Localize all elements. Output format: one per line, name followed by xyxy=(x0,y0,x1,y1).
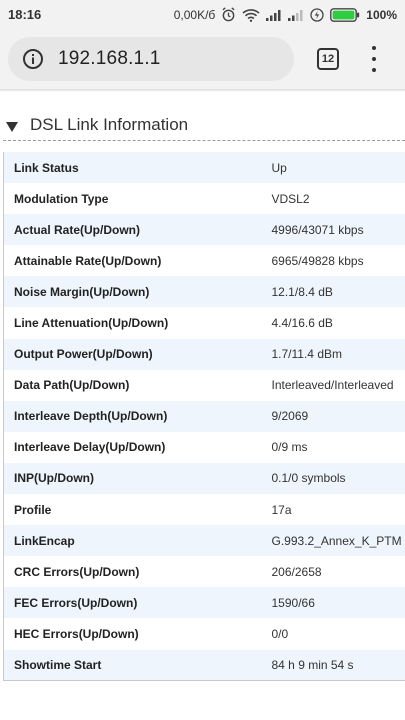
charging-icon xyxy=(310,8,324,22)
row-value: 0/0 xyxy=(271,626,289,641)
row-label: LinkEncap xyxy=(14,533,75,548)
row-label: HEC Errors(Up/Down) xyxy=(14,626,139,641)
row-value: 206/2658 xyxy=(271,564,322,579)
table-row xyxy=(4,245,405,276)
network-speed: 0,00K/б xyxy=(173,7,216,22)
dsl-info-table xyxy=(3,152,405,681)
row-label: Attainable Rate(Up/Down) xyxy=(14,253,162,268)
row-value: 4.4/16.6 dB xyxy=(271,316,333,331)
address-bar[interactable] xyxy=(8,37,294,81)
table-row xyxy=(4,276,405,307)
row-value: 1590/66 xyxy=(271,595,315,610)
signal-icon xyxy=(266,9,282,21)
row-label: Data Path(Up/Down) xyxy=(14,378,130,393)
table-row xyxy=(4,556,405,587)
table-row xyxy=(4,525,405,556)
row-value: Interleaved/Interleaved xyxy=(271,378,394,393)
row-value: VDSL2 xyxy=(271,191,310,206)
row-value: 0/9 ms xyxy=(271,440,308,455)
section-header[interactable] xyxy=(6,110,405,140)
row-label: Modulation Type xyxy=(14,191,109,206)
section-title: DSL Link Information xyxy=(30,115,189,134)
row-label: Noise Margin(Up/Down) xyxy=(14,284,150,299)
browser-toolbar xyxy=(0,29,405,89)
table-row xyxy=(4,339,405,370)
table-row xyxy=(4,650,405,681)
table-row xyxy=(4,214,405,245)
section-divider xyxy=(3,140,405,141)
row-value: Up xyxy=(271,160,287,175)
row-value: 84 h 9 min 54 s xyxy=(271,657,354,672)
row-value: G.993.2_Annex_K_PTM xyxy=(271,533,402,548)
row-label: FEC Errors(Up/Down) xyxy=(14,595,138,610)
wifi-icon xyxy=(242,8,260,22)
table-row xyxy=(4,587,405,618)
row-label: Actual Rate(Up/Down) xyxy=(14,222,140,237)
row-value: 12.1/8.4 dB xyxy=(271,284,333,299)
toolbar-shadow xyxy=(0,89,405,92)
row-label: Interleave Delay(Up/Down) xyxy=(14,440,166,455)
table-row xyxy=(4,152,405,183)
row-label: INP(Up/Down) xyxy=(14,471,94,486)
row-label: Link Status xyxy=(14,160,79,175)
info-icon[interactable] xyxy=(22,48,44,70)
status-icons xyxy=(174,7,397,22)
triangle-down-icon[interactable] xyxy=(6,122,18,132)
row-value: 1.7/11.4 dBm xyxy=(271,347,342,362)
table-row xyxy=(4,370,405,401)
row-value: 6965/49828 kbps xyxy=(271,253,364,268)
signal-icon xyxy=(288,9,304,21)
row-label: CRC Errors(Up/Down) xyxy=(14,564,140,579)
status-time: 18:16 xyxy=(8,7,42,22)
alarm-icon xyxy=(221,7,236,22)
battery-percent: 100% xyxy=(366,7,397,22)
row-label: Line Attenuation(Up/Down) xyxy=(14,316,169,331)
table-row xyxy=(4,183,405,214)
status-bar xyxy=(0,0,405,29)
row-value: 0.1/0 symbols xyxy=(271,471,346,486)
more-vert-icon[interactable] xyxy=(363,43,385,75)
battery-icon xyxy=(330,8,360,22)
table-row xyxy=(4,307,405,338)
tab-switcher-button[interactable]: 12 xyxy=(317,48,339,70)
row-label: Profile xyxy=(14,502,52,517)
url-text[interactable]: 192.168.1.1 xyxy=(58,48,161,69)
table-row xyxy=(4,401,405,432)
table-row xyxy=(4,618,405,649)
table-row xyxy=(4,494,405,525)
row-value: 4996/43071 kbps xyxy=(271,222,364,237)
row-label: Showtime Start xyxy=(14,657,102,672)
row-label: Interleave Depth(Up/Down) xyxy=(14,409,168,424)
table-row xyxy=(4,432,405,463)
row-value: 9/2069 xyxy=(271,409,309,424)
table-row xyxy=(4,463,405,494)
row-label: Output Power(Up/Down) xyxy=(14,347,153,362)
row-value: 17a xyxy=(271,502,292,517)
